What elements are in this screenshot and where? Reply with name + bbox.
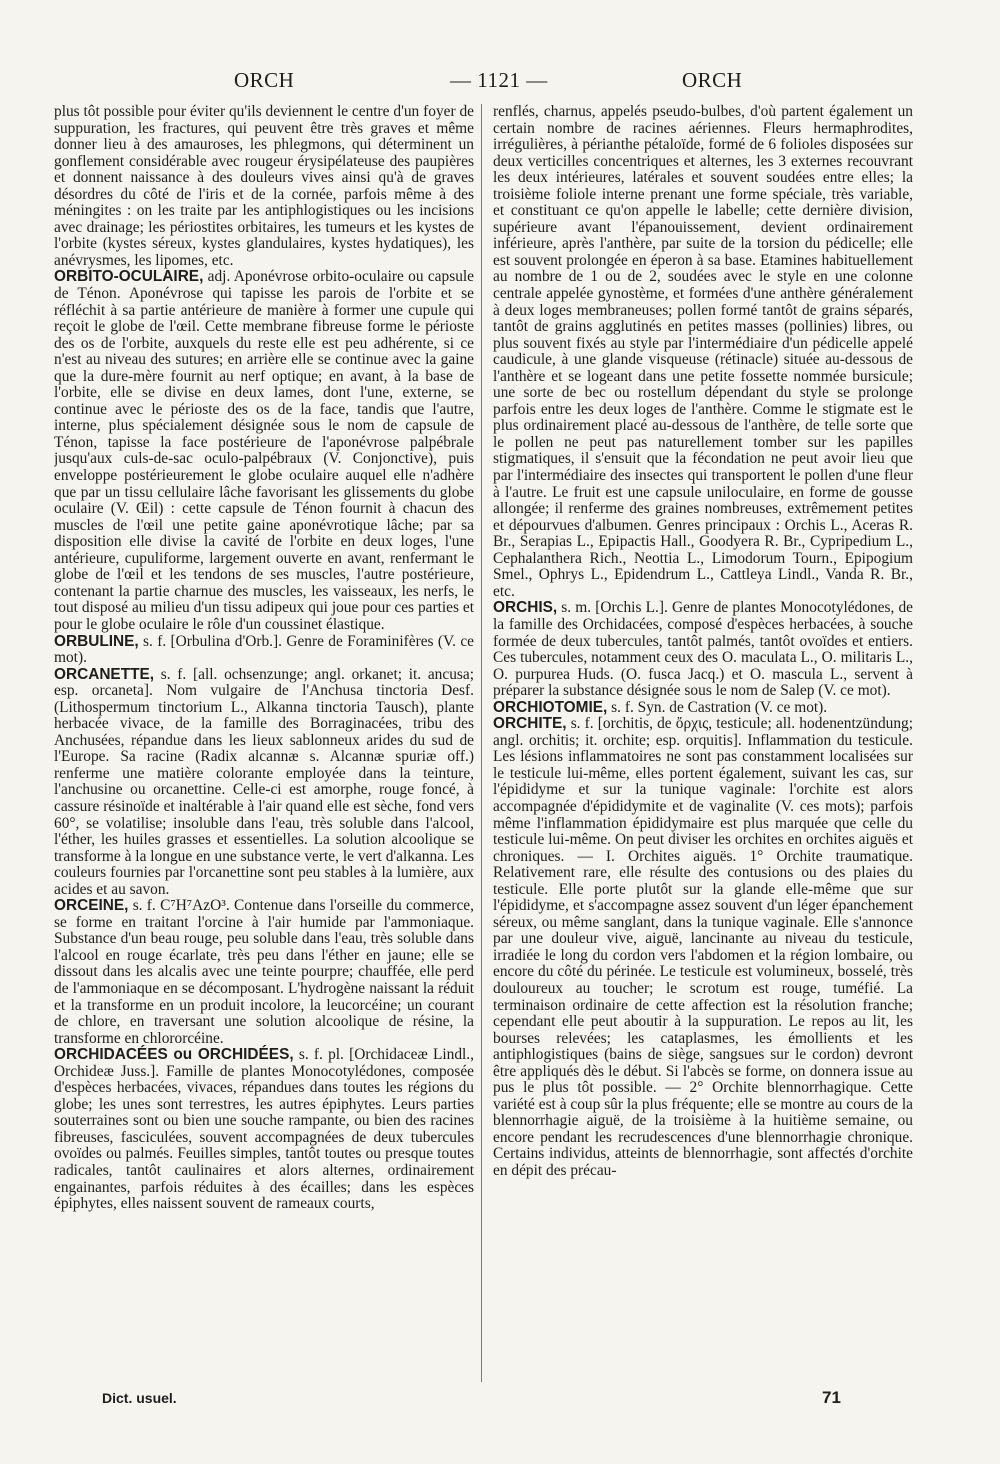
entry-definition: adj. Aponévrose orbito-oculaire ou capsule de Ténon. Aponévrose qui tapisse les parois de l'orbite et se réfléchit à sa partie antérieure de manière à former une cupule qui reçoit le globe de l'œil. Cette membrane fibreuse forme le périoste des os de l'orbite, auxquels du reste elle est peu adhérente, si ce n'est au niveau des sutures; en arrière elle se continue avec la gaine que la dure-mère fournit au nerf optique; en avant, à la base de l'orbite, elle se divise en deux lames, dont l'une, externe, se continue avec le périoste des os de la face, tandis que l'autre, interne, plus spécialement désignée sous le nom de capsule de Ténon, tapisse la face postérieure de l'aponévrose palpébrale jusqu'aux culs-de-sac oculo-palpébraux (V. Conjonctive), puis enveloppe postérieurement le globe oculaire auquel elle n'adhère que par un tissu cellulaire lâche favorisant les glissements du globe oculaire (V. Œil) : cette capsule de Ténon fournit à chacun des muscles de l'œil une petite gaine aponévrotique lâche; par sa disposition elle divise la cavité de l'orbite en deux loges, l'une antérieure, cupuliforme, largement ouverte en avant, renfermant le globe de l'œil et les tendons de ses muscles, l'autre postérieure, contenant la partie charnue des muscles, les vaisseaux, les nerfs, le tout disposé au milieu d'un tissu adipeux qui joue pour ces parties et pour le globe oculaire le rôle d'un coussinet élastique. [54,268,474,633]
dictionary-entry [54,634,474,667]
entry-headword: ORCANETTE, [54,665,155,683]
dictionary-entry [54,269,474,633]
entry-definition: s. f. C⁷H⁷AzO³. Contenue dans l'orseille du commerce, se forme en traitant l'orcine à l'air humide par l'ammoniaque. Substance d'un beau rouge, peu soluble dans l'eau, très soluble dans l'alcool en rouge écarlate, très peu dans l'éther en jaune; elle se dissout dans les alcalis avec une teinte pourpre; chauffée, elle perd de l'ammoniaque en se décomposant. L'hydrogène naissant la réduit et la transforme en un produit incolore, la leucorcéine; un courant de chlore, en traversant une solution alcoolique de résine, la transforme en chlororcéine. [54,897,474,1047]
dictionary-entry [493,700,913,717]
entry-definition: s. f. [orchitis, de ὄρχις, testicule; all. hodenentzündung; angl. orchitis; it. orchite; esp. orquitis]. Inflammation du testicule. Les lésions inflammatoires ne sont pas constamment localisées sur le testicule lui-même, elles portent également, suivant les cas, sur l'épididyme et sur la tunique vaginale: l'orchite est alors accompagnée d'épididymite et de vaginalite (V. ces mots); parfois même l'inflammation épididymaire est plus marquée que celle du testicule lui-même. On peut diviser les orchites en orchites aiguës et chroniques. — I. Orchites aiguës. 1° Orchite traumatique. Relativement rare, elle résulte des contusions ou des plaies du testicule. Elle porte plutôt sur la glande elle-même que sur l'épididyme, et s'accompagne assez souvent d'un léger épanchement séreux, ou même sanglant, dans la tunique vaginale. Elle s'annonce par une douleur vive, aiguë, lancinante au niveau du testicule, irradiée le long du cordon vers l'abdomen et la région lombaire, ou encore du côté du périnée. Le testicule est volumineux, bosselé, très douloureux au toucher; le scrotum est rouge, tuméfié. La terminaison ordinaire de cette affection est la résolution franche; cependant elle peut aboutir à la suppuration. Le repos au lit, les bourses relevées; les cataplasmes, les émollients et les antiphlogistiques (bains de siège, sangsues sur le cordon) devront être appliqués dès le début. Si l'abcès se forme, on donnera issue au pus le plus tôt possible. — 2° Orchite blennorrhagique. Cette variété est à coup sûr la plus fréquente; elle se montre au cours de la blennorrhagie aiguë, de la troisième à la huitième semaine, ou encore pendant les recrudescences d'une blennorrhagie chronique. Certains individus, atteints de blennorrhagie, sont affectés d'orchite en dépit des précau- [493,715,913,1179]
entry-definition: s. f. [Orbulina d'Orb.]. Genre de Foraminifères (V. ce mot). [54,632,474,667]
dictionary-entry [493,600,913,699]
footer-sheet-number: 71 [822,1388,841,1407]
entry-definition: s. f. [all. ochsenzunge; angl. orkanet; it. ancusa; esp. orcaneta]. Nom vulgaire de l'Anchusa tinctoria Desf. (Lithospermum tinctorium L., Alkanna tinctoria Tausch), plante herbacée vivace, de la famille des Borraginacées, tribu des Anchusées, répandue dans les lieux sablonneux arides du sud de l'Europe. Sa racine (Radix alcannæ s. Alcannæ spuriæ off.) renferme une matière colorante employée dans la teinture, l'anchusine ou orcanettine. Celle-ci est amorphe, rouge foncé, à cassure résinoïde et inaltérable à l'air quand elle est sèche, fond vers 60°, se volatilise; insoluble dans l'eau, très soluble dans l'alcool, l'éther, les huiles grasses et essentielles. La solution alcoolique se transforme à la longue en une substance verte, le vert d'alkanna. Les couleurs fournies par l'orcanettine sont peu stables à la lumière, aux acides et au savon. [54,665,474,898]
entry-headword: ORCHIDACÉES ou ORCHIDÉES, [54,1046,294,1064]
header-left-guide-word: ORCH [234,68,295,92]
entry-definition: s. f. pl. [Orchidaceæ Lindl., Orchideæ Juss.]. Famille de plantes Monocotylédones, composée d'espèces herbacées, vivaces, répandues dans toutes les régions du globe; les unes sont terrestres, les autres épiphytes. Leurs parties souterraines sont ou bien une souche rampante, ou bien des racines fibreuses, fasciculées, souvent accompagnées de deux tubercules ovoïdes ou palmés. Feuilles simples, tantôt toutes ou presque toutes radicales, tantôt caulinaires et alors alternes, ordinairement engainantes, parfois réduites à des écailles; dans les espèces épiphytes, elles naissent souvent de rameaux courts, [54,1046,474,1213]
entry-headword: ORCHIS, [493,599,558,617]
left-column [54,104,474,1392]
continuation-text: plus tôt possible pour éviter qu'ils deviennent le centre d'un foyer de suppuration, les fractures, qui peuvent être très graves et même donner lieu à des amauroses, les phlegmons, qui déterminent un gonflement considérable avec rougeur érysipélateuse des paupières et donnent naissance à des douleurs vives ainsi qu'à de graves désordres du côté de l'iris et de la cornée, parfois même à des méningites : on les traite par les antiphlogistiques ou les incisions avec drainage; les périostites orbitaires, les tumeurs et les kystes de l'orbite (kystes séreux, kystes glandulaires, kystes hydatiques), les anévrysmes, les lipomes, etc. [54,104,474,269]
footer-signature: Dict. usuel. [102,1390,177,1406]
entry-headword: ORCHITE, [493,715,567,733]
dictionary-entry [54,667,474,899]
right-column [493,104,913,1392]
dictionary-entry [493,716,913,1179]
continuation-text: renflés, charnus, appelés pseudo-bulbes, d'où partent également un certain nombre de racines aériennes. Fleurs hermaphrodites, irrégulières, à périanthe pétaloïde, formé de 6 folioles disposées sur deux verticilles concentriques et alternes, les 3 externes recouvrant les deux intérieures, latérales et souvent soudées entre elles; la troisième foliole interne prenant une forme spéciale, très variable, et constituant ce qu'on appelle le labelle; cette dernière division, supérieure avant l'épanouissement, devient ordinairement inférieure, après l'anthère, par suite de la torsion du pédicelle; elle est souvent prolongée en éperon à sa base. Etamines habituellement au nombre de 1 ou de 2, soudées avec le style en une colonne centrale appelée gynostème, et formées d'une anthère généralement à deux loges membraneuses; pollen formé tantôt de grains séparés, tantôt de grains agglutinés en petites masses (pollinies) libres, ou plus souvent fixés au style par l'intermédiaire d'un pédicelle appelé caudicule, à une glande visqueuse (rétinacle) située au-dessous de l'anthère et se logeant dans une petite fossette nommée bursicule; une sorte de bec ou rostellum dépendant du style se prolonge parfois entre les deux loges de l'anthère. Comme le stigmate est le plus ordinairement placé au-dessous de l'anthère, de telle sorte que le pollen ne peut pas naturellement tomber sur les papilles stigmatiques, il s'ensuit que la fécondation ne peut avoir lieu que par l'intermédiaire des insectes qui transportent le pollen d'une fleur à l'autre. Le fruit est une capsule uniloculaire, en forme de gousse allongée; il renferme des graines nombreuses, extrêmement petites et dépourvues d'albumen. Genres principaux : Orchis L., Aceras R. Br., Serapias L., Epipactis Hall., Goodyera R. Br., Cypripedium L., Cephalanthera Rich., Neottia L., Limodorum Tourn., Epipogium Smel., Ophrys L., Epidendrum L., Cattleya Lindl., Vanda R. Br., etc. [493,104,913,600]
header-right-guide-word: ORCH [682,68,743,92]
entry-headword: ORCHIOTOMIE, [493,698,608,716]
page-footer [54,1388,920,1418]
dictionary-entry [54,1047,474,1212]
entry-headword: ORBULINE, [54,632,139,650]
dictionary-entry [54,898,474,1047]
entry-definition: s. m. [Orchis L.]. Genre de plantes Monocotylédones, de la famille des Orchidacées, composé d'espèces herbacées, à souche formée de deux tubercules, tantôt palmés, tantôt ovoïdes et entiers. Ces tubercules, notamment ceux des O. maculata L., O. militaris L., O. purpurea Huds. (O. fusca Jacq.) et O. mascula L., servent à préparer la substance désignée sous le nom de Salep (V. ce mot). [493,599,913,700]
entry-headword: ORCEINE, [54,897,129,915]
page-number: — 1121 — [450,68,548,92]
column-divider [481,104,482,1382]
running-header [58,68,920,98]
entry-definition: s. f. Syn. de Castration (V. ce mot). [607,698,828,716]
entry-headword: ORBITO-OCULAIRE, [54,268,204,286]
